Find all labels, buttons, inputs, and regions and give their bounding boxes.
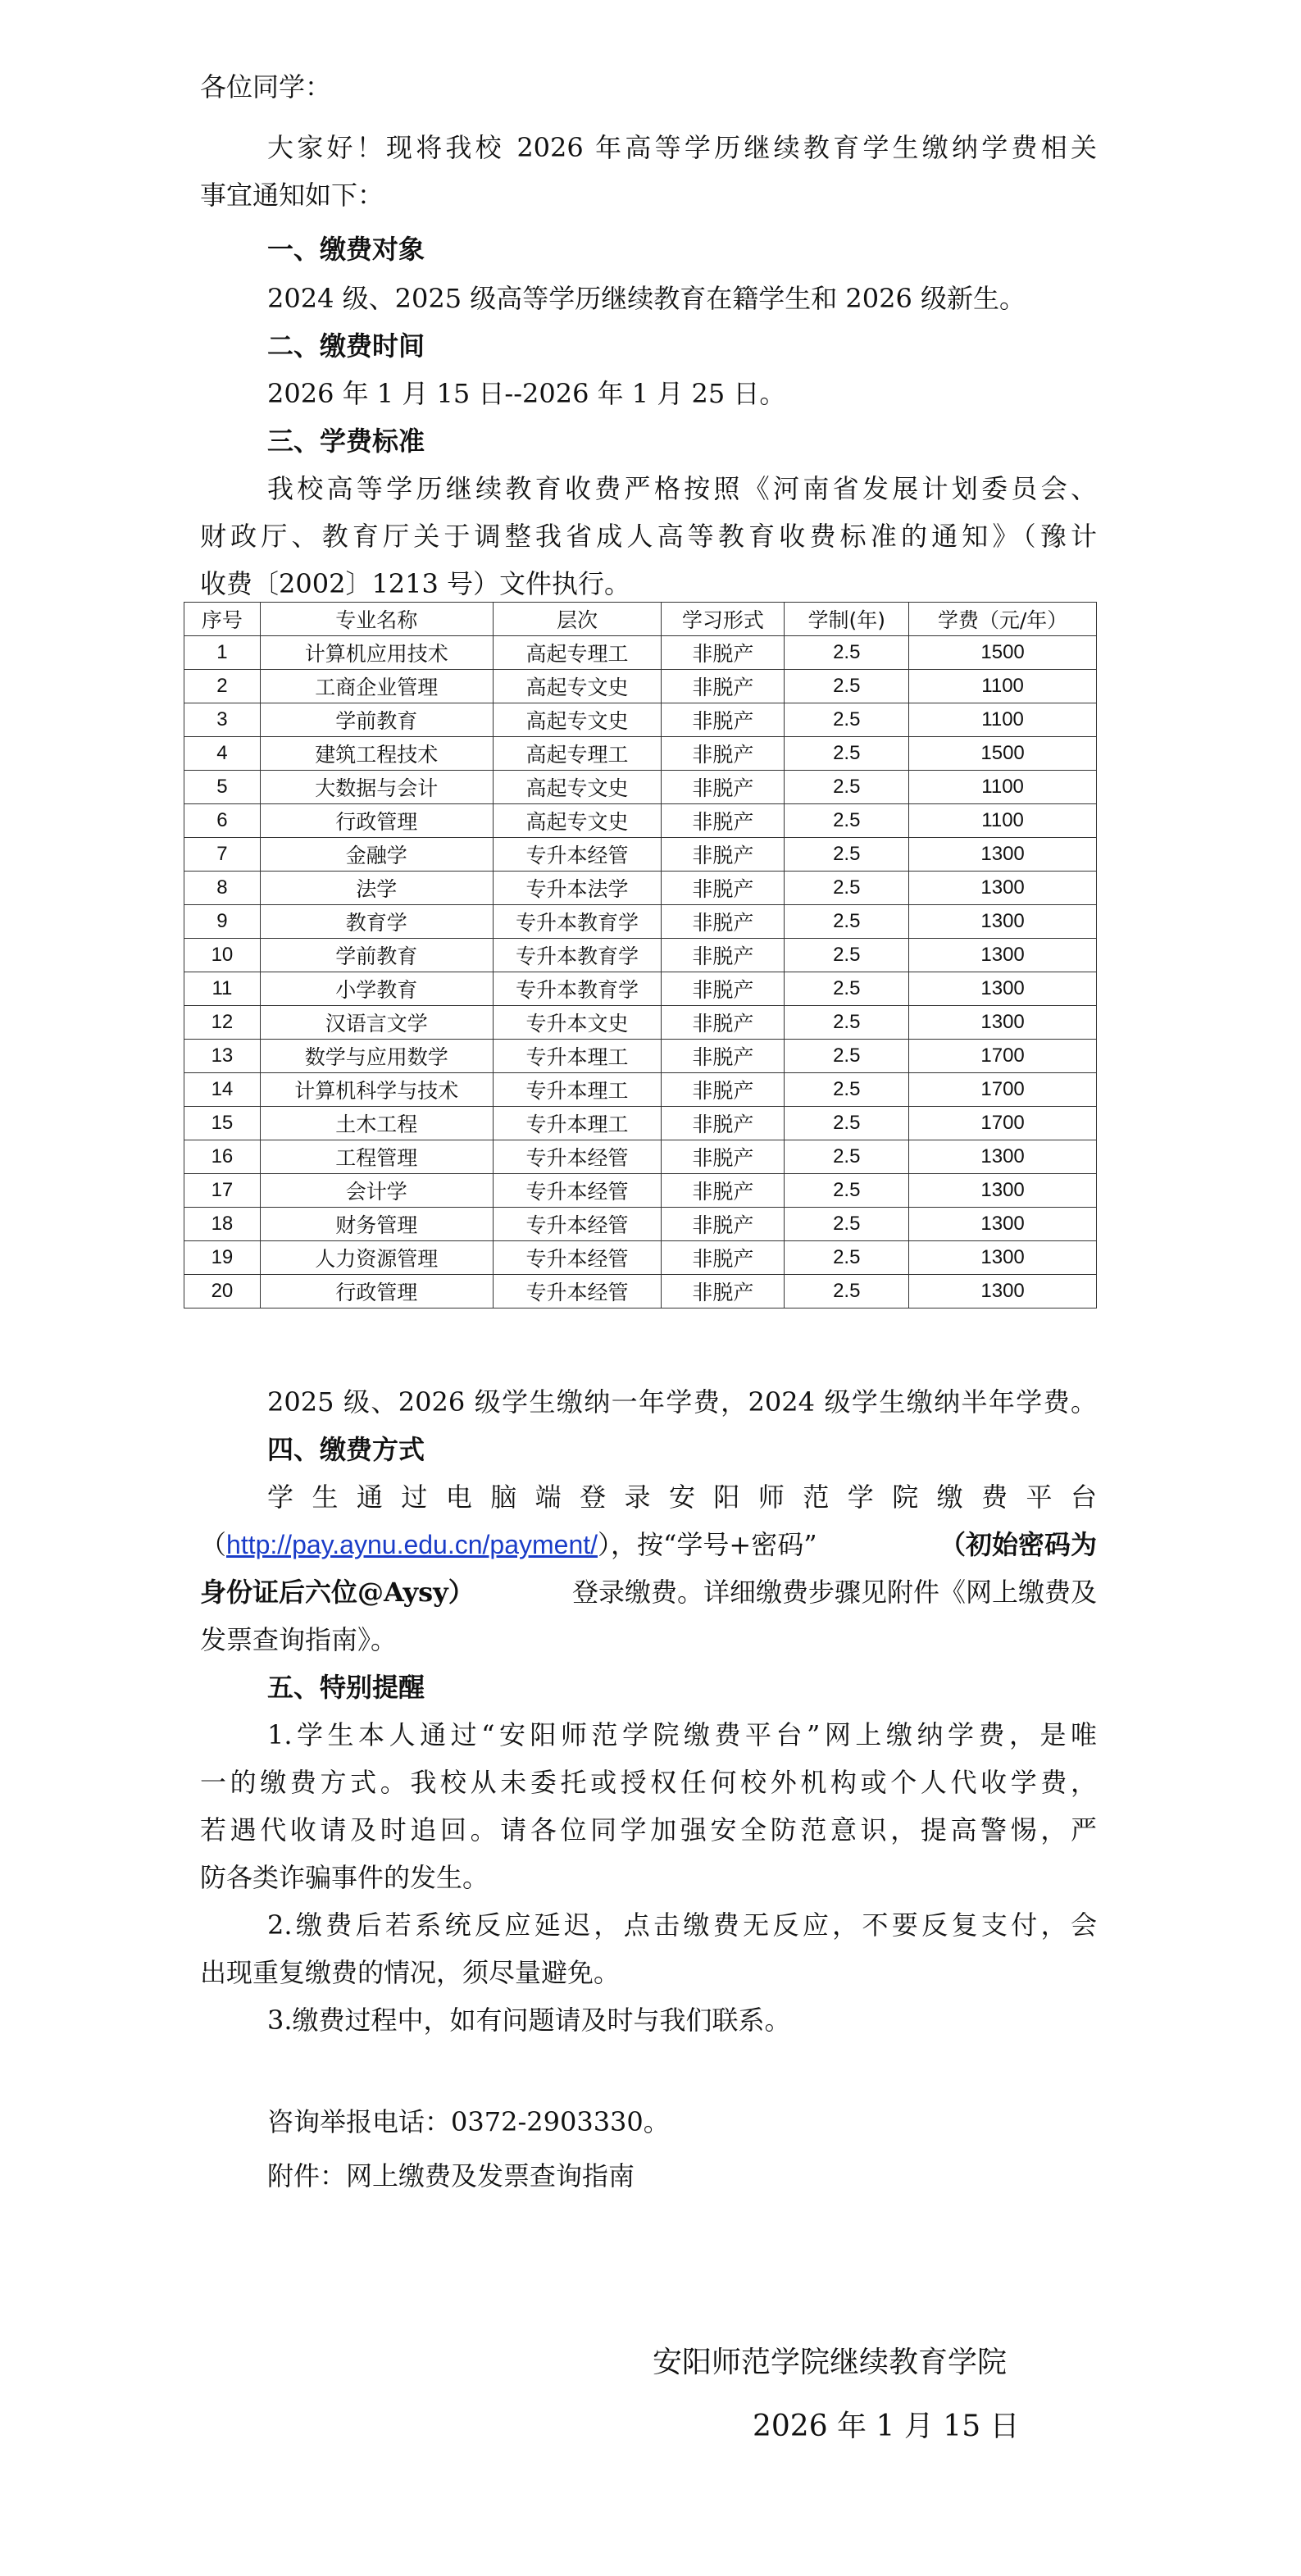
section-3-line-1: 我校高等学历继续教育收费严格按照《河南省发展计划委员会、 xyxy=(267,473,1097,504)
table-row xyxy=(184,1174,1097,1208)
cell-level: 专升本理工 xyxy=(493,1073,662,1107)
login-instruction-text: 登录缴费。详细缴费步骤见附件《网上缴费及 xyxy=(571,1577,1097,1608)
cell-level: 专升本教育学 xyxy=(493,939,662,972)
cell-tuition: 1300 xyxy=(909,972,1097,1006)
table-row xyxy=(184,1140,1097,1174)
cell-duration: 2.5 xyxy=(785,1073,909,1107)
cell-tuition: 1300 xyxy=(909,939,1097,972)
cell-tuition: 1100 xyxy=(909,804,1097,838)
section-5-heading: 五、特别提醒 xyxy=(267,1672,425,1703)
cell-level: 专升本经管 xyxy=(493,1174,662,1208)
cell-level: 高起专文史 xyxy=(493,771,662,804)
paren-open: （ xyxy=(200,1529,227,1560)
cell-tuition: 1100 xyxy=(909,771,1097,804)
cell-tuition: 1100 xyxy=(909,670,1097,703)
table-row xyxy=(184,939,1097,972)
table-row xyxy=(184,1040,1097,1073)
table-row xyxy=(184,1073,1097,1107)
cell-duration: 2.5 xyxy=(785,1275,909,1308)
cell-study-form: 非脱产 xyxy=(662,1073,785,1107)
reminder-1-line-2: 一的缴费方式。我校从未委托或授权任何校外机构或个人代收学费， xyxy=(200,1767,1097,1798)
cell-index: 9 xyxy=(184,905,261,939)
cell-major: 教育学 xyxy=(260,905,493,939)
payment-platform-link[interactable]: http://pay.aynu.edu.cn/payment/ xyxy=(226,1530,598,1559)
signature-date: 2026 年 1 月 15 日 xyxy=(753,2410,1020,2443)
tuition-note: 2025 级、2026 级学生缴纳一年学费，2024 级学生缴纳半年学费。 xyxy=(267,1386,1097,1418)
cell-index: 11 xyxy=(184,972,261,1006)
reminder-2-line-2: 出现重复缴费的情况，须尽量避免。 xyxy=(200,1957,621,1988)
greeting: 各位同学： xyxy=(200,71,332,102)
student-id-password-text: ），按“学号+密码” xyxy=(598,1529,817,1560)
table-row xyxy=(184,872,1097,905)
table-row xyxy=(184,737,1097,771)
cell-tuition: 1700 xyxy=(909,1073,1097,1107)
section-4-line-4: 发票查询指南》。 xyxy=(200,1624,398,1655)
cell-major: 土木工程 xyxy=(260,1107,493,1140)
cell-duration: 2.5 xyxy=(785,1040,909,1073)
cell-study-form: 非脱产 xyxy=(662,905,785,939)
cell-duration: 2.5 xyxy=(785,872,909,905)
cell-index: 3 xyxy=(184,703,261,737)
section-2-heading: 二、缴费时间 xyxy=(267,330,425,362)
cell-study-form: 非脱产 xyxy=(662,1107,785,1140)
section-4-line-2 xyxy=(200,1528,1097,1561)
cell-major: 小学教育 xyxy=(260,972,493,1006)
cell-duration: 2.5 xyxy=(785,737,909,771)
cell-level: 高起专文史 xyxy=(493,703,662,737)
cell-level: 高起专理工 xyxy=(493,737,662,771)
cell-study-form: 非脱产 xyxy=(662,804,785,838)
table-row xyxy=(184,1107,1097,1140)
cell-tuition: 1300 xyxy=(909,1006,1097,1040)
cell-index: 17 xyxy=(184,1174,261,1208)
cell-index: 2 xyxy=(184,670,261,703)
cell-major: 行政管理 xyxy=(260,1275,493,1308)
cell-tuition: 1700 xyxy=(909,1107,1097,1140)
cell-study-form: 非脱产 xyxy=(662,1241,785,1275)
contact-phone: 咨询举报电话：0372-2903330。 xyxy=(267,2106,670,2137)
header-major: 专业名称 xyxy=(260,603,493,636)
section-1-text: 2024 级、2025 级高等学历继续教育在籍学生和 2026 级新生。 xyxy=(267,283,1026,314)
cell-duration: 2.5 xyxy=(785,1208,909,1241)
cell-tuition: 1300 xyxy=(909,905,1097,939)
reminder-2-line-1: 2.缴费后若系统反应延迟，点击缴费无反应，不要反复支付，会 xyxy=(267,1909,1097,1941)
cell-level: 专升本经管 xyxy=(493,1208,662,1241)
table-row xyxy=(184,1275,1097,1308)
cell-level: 专升本理工 xyxy=(493,1107,662,1140)
cell-level: 专升本文史 xyxy=(493,1006,662,1040)
cell-index: 6 xyxy=(184,804,261,838)
section-3-line-2: 财政厅、教育厅关于调整我省成人高等教育收费标准的通知》（豫计 xyxy=(200,521,1097,552)
header-duration: 学制(年) xyxy=(785,603,909,636)
cell-major: 建筑工程技术 xyxy=(260,737,493,771)
cell-level: 专升本经管 xyxy=(493,1140,662,1174)
cell-tuition: 1300 xyxy=(909,1241,1097,1275)
header-study-form: 学习形式 xyxy=(662,603,785,636)
cell-study-form: 非脱产 xyxy=(662,1140,785,1174)
cell-index: 15 xyxy=(184,1107,261,1140)
cell-study-form: 非脱产 xyxy=(662,703,785,737)
cell-study-form: 非脱产 xyxy=(662,771,785,804)
cell-index: 13 xyxy=(184,1040,261,1073)
cell-index: 7 xyxy=(184,838,261,872)
cell-major: 金融学 xyxy=(260,838,493,872)
cell-level: 专升本法学 xyxy=(493,872,662,905)
cell-duration: 2.5 xyxy=(785,1107,909,1140)
reminder-1-line-4: 防各类诈骗事件的发生。 xyxy=(200,1862,489,1893)
cell-tuition: 1300 xyxy=(909,1208,1097,1241)
header-tuition: 学费（元/年） xyxy=(909,603,1097,636)
cell-index: 1 xyxy=(184,636,261,670)
cell-level: 高起专文史 xyxy=(493,670,662,703)
cell-tuition: 1300 xyxy=(909,1174,1097,1208)
cell-level: 高起专理工 xyxy=(493,636,662,670)
cell-major: 学前教育 xyxy=(260,703,493,737)
table-row xyxy=(184,636,1097,670)
cell-index: 18 xyxy=(184,1208,261,1241)
cell-major: 学前教育 xyxy=(260,939,493,972)
cell-index: 16 xyxy=(184,1140,261,1174)
cell-level: 专升本教育学 xyxy=(493,905,662,939)
cell-level: 专升本教育学 xyxy=(493,972,662,1006)
cell-tuition: 1300 xyxy=(909,872,1097,905)
cell-tuition: 1100 xyxy=(909,703,1097,737)
cell-study-form: 非脱产 xyxy=(662,1174,785,1208)
cell-tuition: 1500 xyxy=(909,636,1097,670)
cell-index: 20 xyxy=(184,1275,261,1308)
intro-line-1: 大家好！现将我校 2026 年高等学历继续教育学生缴纳学费相关 xyxy=(267,132,1097,163)
cell-index: 10 xyxy=(184,939,261,972)
table-row xyxy=(184,771,1097,804)
cell-major: 大数据与会计 xyxy=(260,771,493,804)
table-row xyxy=(184,972,1097,1006)
cell-major: 工商企业管理 xyxy=(260,670,493,703)
cell-index: 5 xyxy=(184,771,261,804)
table-row xyxy=(184,1006,1097,1040)
reminder-1-line-3: 若遇代收请及时追回。请各位同学加强安全防范意识，提高警惕，严 xyxy=(200,1814,1097,1846)
cell-index: 14 xyxy=(184,1073,261,1107)
cell-major: 计算机科学与技术 xyxy=(260,1073,493,1107)
cell-level: 高起专文史 xyxy=(493,804,662,838)
cell-study-form: 非脱产 xyxy=(662,636,785,670)
cell-major: 会计学 xyxy=(260,1174,493,1208)
section-2-text: 2026 年 1 月 15 日--2026 年 1 月 25 日。 xyxy=(267,378,786,409)
section-3-heading: 三、学费标准 xyxy=(267,426,425,457)
attachment-note: 附件：网上缴费及发票查询指南 xyxy=(267,2160,635,2191)
cell-duration: 2.5 xyxy=(785,972,909,1006)
header-level: 层次 xyxy=(493,603,662,636)
table-row xyxy=(184,905,1097,939)
fee-standard-table xyxy=(184,602,1097,1308)
section-3-line-3: 收费〔2002〕1213 号）文件执行。 xyxy=(200,568,631,599)
cell-major: 行政管理 xyxy=(260,804,493,838)
cell-duration: 2.5 xyxy=(785,1241,909,1275)
cell-index: 4 xyxy=(184,737,261,771)
section-4-line-1: 学生通过电脑端登录安阳师范学院缴费平台 xyxy=(267,1481,1097,1513)
cell-duration: 2.5 xyxy=(785,905,909,939)
cell-level: 专升本理工 xyxy=(493,1040,662,1073)
section-4-line-2-start xyxy=(200,1528,817,1561)
cell-study-form: 非脱产 xyxy=(662,670,785,703)
cell-study-form: 非脱产 xyxy=(662,838,785,872)
table-row xyxy=(184,838,1097,872)
signature-org: 安阳师范学院继续教育学院 xyxy=(653,2346,1008,2379)
cell-study-form: 非脱产 xyxy=(662,1040,785,1073)
cell-study-form: 非脱产 xyxy=(662,1208,785,1241)
header-index: 序号 xyxy=(184,603,261,636)
cell-duration: 2.5 xyxy=(785,838,909,872)
cell-study-form: 非脱产 xyxy=(662,1006,785,1040)
table-row xyxy=(184,1208,1097,1241)
cell-study-form: 非脱产 xyxy=(662,939,785,972)
table-row xyxy=(184,1241,1097,1275)
table-row xyxy=(184,804,1097,838)
cell-study-form: 非脱产 xyxy=(662,872,785,905)
cell-study-form: 非脱产 xyxy=(662,737,785,771)
cell-index: 19 xyxy=(184,1241,261,1275)
cell-major: 人力资源管理 xyxy=(260,1241,493,1275)
cell-level: 专升本经管 xyxy=(493,838,662,872)
cell-tuition: 1500 xyxy=(909,737,1097,771)
cell-tuition: 1300 xyxy=(909,1275,1097,1308)
initial-password-text: （初始密码为 xyxy=(939,1529,1097,1560)
cell-duration: 2.5 xyxy=(785,670,909,703)
cell-index: 12 xyxy=(184,1006,261,1040)
table-row xyxy=(184,670,1097,703)
cell-tuition: 1300 xyxy=(909,1140,1097,1174)
section-4-heading: 四、缴费方式 xyxy=(267,1434,425,1465)
cell-study-form: 非脱产 xyxy=(662,972,785,1006)
cell-duration: 2.5 xyxy=(785,1174,909,1208)
cell-duration: 2.5 xyxy=(785,804,909,838)
table-header-row xyxy=(184,603,1097,636)
cell-duration: 2.5 xyxy=(785,1140,909,1174)
cell-tuition: 1700 xyxy=(909,1040,1097,1073)
section-4-line-3 xyxy=(200,1576,1097,1609)
cell-level: 专升本经管 xyxy=(493,1241,662,1275)
reminder-3-line-1: 3.缴费过程中，如有问题请及时与我们联系。 xyxy=(267,2005,791,2036)
intro-line-2: 事宜通知如下： xyxy=(200,180,384,211)
cell-level: 专升本经管 xyxy=(493,1275,662,1308)
cell-duration: 2.5 xyxy=(785,1006,909,1040)
cell-tuition: 1300 xyxy=(909,838,1097,872)
cell-duration: 2.5 xyxy=(785,703,909,737)
section-1-heading: 一、缴费对象 xyxy=(267,234,425,265)
table-row xyxy=(184,703,1097,737)
cell-study-form: 非脱产 xyxy=(662,1275,785,1308)
cell-major: 汉语言文学 xyxy=(260,1006,493,1040)
cell-major: 工程管理 xyxy=(260,1140,493,1174)
cell-duration: 2.5 xyxy=(785,771,909,804)
cell-major: 财务管理 xyxy=(260,1208,493,1241)
cell-major: 法学 xyxy=(260,872,493,905)
cell-index: 8 xyxy=(184,872,261,905)
cell-duration: 2.5 xyxy=(785,636,909,670)
cell-major: 数学与应用数学 xyxy=(260,1040,493,1073)
cell-major: 计算机应用技术 xyxy=(260,636,493,670)
reminder-1-line-1: 1.学生本人通过“安阳师范学院缴费平台”网上缴纳学费，是唯 xyxy=(267,1719,1097,1750)
id-card-password-text: 身份证后六位@Aysy） xyxy=(200,1577,475,1608)
cell-duration: 2.5 xyxy=(785,939,909,972)
